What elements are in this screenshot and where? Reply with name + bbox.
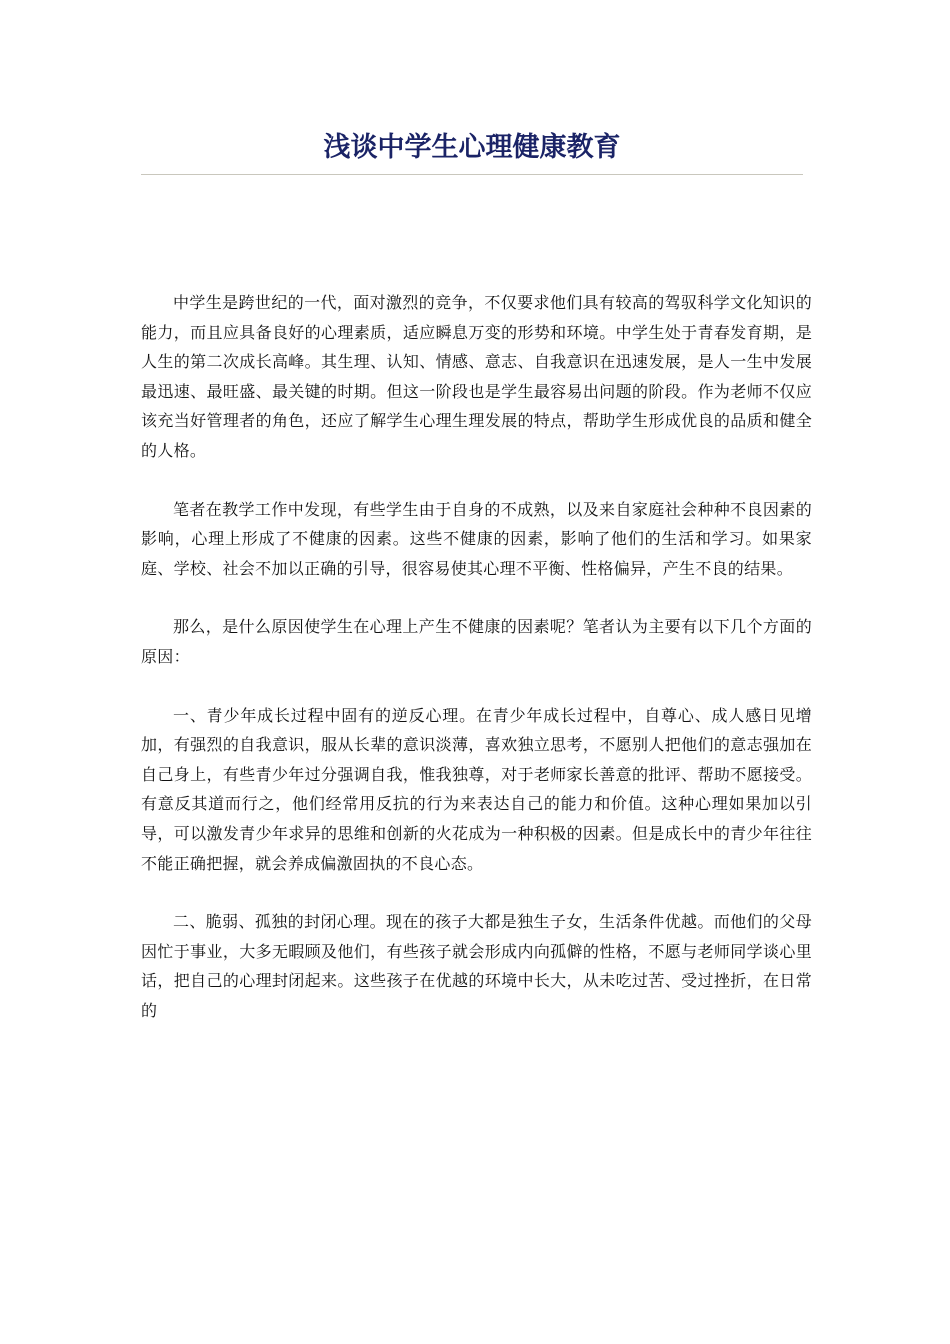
document-title: 浅谈中学生心理健康教育	[323, 132, 621, 163]
document-body	[141, 288, 812, 1054]
paragraph-observation: 笔者在教学工作中发现，有些学生由于自身的不成熟，以及来自家庭社会种种不良因素的影响，心理上形成了不健康的因素。这些不健康的因素，影响了他们的生活和学习。如果家庭、学校、社会不加以正确的引导，很容易使其心理不平衡、性格偏异，产生不良的结果。	[141, 499, 812, 578]
paragraph-question: 那么，是什么原因使学生在心理上产生不健康的因素呢？笔者认为主要有以下几个方面的原因：	[141, 617, 812, 666]
title-divider	[141, 174, 803, 175]
paragraph-reason-one: 一、青少年成长过程中固有的逆反心理。在青少年成长过程中，自尊心、成人感日见增加，有强烈的自我意识，服从长辈的意识淡薄，喜欢独立思考，不愿别人把他们的意志强加在自己身上，有些青少年过分强调自我，惟我独尊，对于老师家长善意的批评、帮助不愿接受。有意反其道而行之，他们经常用反抗的行为来表达自己的能力和价值。这种心理如果加以引导，可以激发青少年求异的思维和创新的火花成为一种积极的因素。但是成长中的青少年往往不能正确把握，就会养成偏激固执的不良心态。	[141, 705, 812, 873]
paragraph-intro: 中学生是跨世纪的一代，面对激烈的竞争，不仅要求他们具有较高的驾驭科学文化知识的能力，而且应具备良好的心理素质，适应瞬息万变的形势和环境。中学生处于青春发育期，是人生的第二次成长高峰。其生理、认知、情感、意志、自我意识在迅速发展，是人一生中发展最迅速、最旺盛、最关键的时期。但这一阶段也是学生最容易出问题的阶段。作为老师不仅应该充当好管理者的角色，还应了解学生心理生理发展的特点，帮助学生形成优良的品质和健全的人格。	[141, 293, 812, 460]
paragraph-reason-two: 二、脆弱、孤独的封闭心理。现在的孩子大都是独生子女，生活条件优越。而他们的父母因忙于事业，大多无暇顾及他们，有些孩子就会形成内向孤僻的性格，不愿与老师同学谈心里话，把自己的心理封闭起来。这些孩子在优越的环境中长大，从未吃过苦、受过挫折，在日常的	[141, 912, 812, 1020]
